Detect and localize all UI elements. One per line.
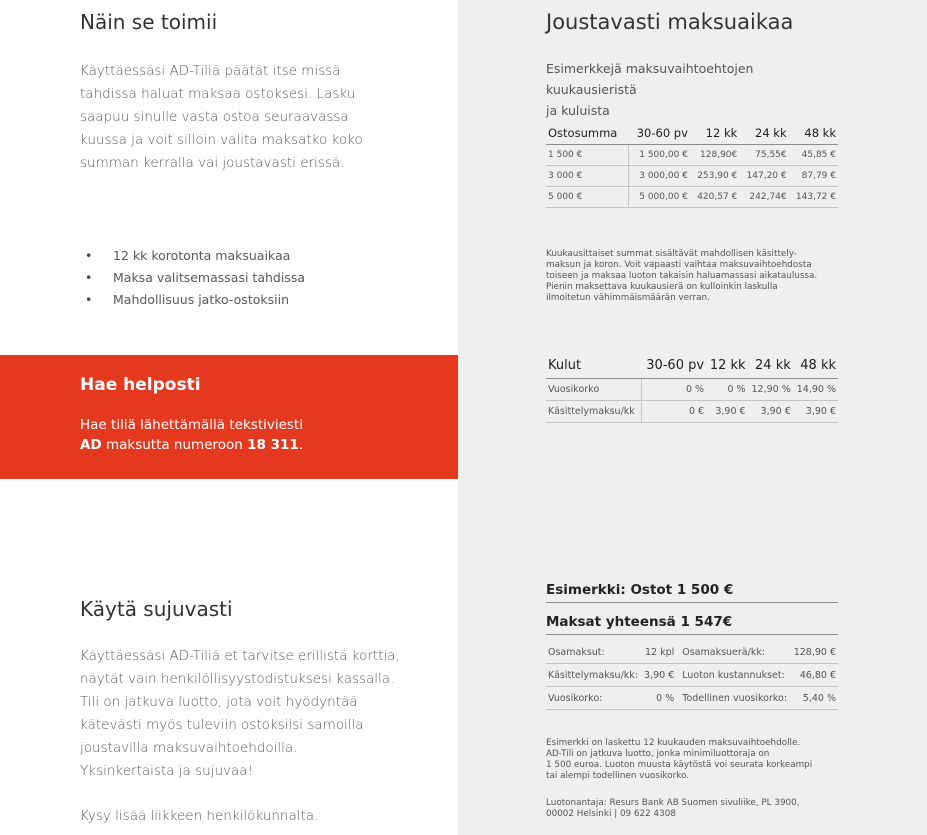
- table-row: [546, 379, 838, 401]
- text-line: joustavilla maksuvaihtoehdoilla.: [80, 740, 298, 756]
- table-row: [546, 401, 838, 423]
- text-line: ilmoitetun vähimmäismäärän verran.: [546, 293, 710, 303]
- table-cell: 0 %: [706, 379, 748, 401]
- monthly-amounts-note: [546, 249, 817, 304]
- text-line: tahdissa haluat maksaa ostoksesi. Lasku: [80, 86, 356, 102]
- text-line: saapuu sinulle vasta ostoa seuraavassa: [80, 109, 349, 125]
- column-header: Ostosumma: [546, 125, 628, 145]
- example-purchase-title: Esimerkki: Ostot 1 500 €: [546, 582, 838, 603]
- text-line: kätevästi myös tuleviin ostoksiisi samoilla: [80, 717, 364, 733]
- text-line: Yksinkertaista ja sujuvaa!: [80, 763, 253, 779]
- table-cell: 5 000,00 €: [628, 187, 690, 208]
- left-panel: [0, 0, 458, 835]
- text-line: maksun ja koron. Voit vapaasti vaihtaa maksuvaihtoehdosta: [546, 260, 812, 270]
- table-cell: 253,90 €: [690, 166, 739, 187]
- section-title-flexible-payment: Joustavasti maksuaikaa: [546, 10, 794, 34]
- table-row: [546, 664, 838, 687]
- table-cell: Todellinen vuosikorko:: [676, 687, 791, 710]
- table-cell: Käsittelymaksu/kk: [546, 401, 641, 423]
- table-cell: 87,79 €: [789, 166, 838, 187]
- text-line: Pienin maksettava kuukausierä on kulloinkin laskulla: [546, 282, 778, 292]
- table-cell: 3,90 €: [706, 401, 748, 423]
- text-line: Esimerkkejä maksuvaihtoehtojen kuukausieristä: [546, 61, 754, 97]
- text-line: ja kuluista: [546, 103, 610, 118]
- list-item: • 12 kk korotonta maksuaikaa: [80, 245, 305, 267]
- promo-middle: maksutta numeroon: [101, 437, 248, 453]
- how-it-works-paragraph: [80, 60, 363, 175]
- table-cell: 0 %: [641, 379, 706, 401]
- costs-table: [546, 355, 838, 423]
- apply-promo-banner: [0, 355, 458, 479]
- table-cell: 46,80 €: [791, 664, 838, 687]
- table-cell: 3 000,00 €: [628, 166, 690, 187]
- feature-list: [80, 245, 305, 311]
- table-cell: 3,90 €: [793, 401, 838, 423]
- lender-info: [546, 798, 800, 820]
- right-panel: [458, 0, 927, 835]
- table-cell: Käsittelymaksu/kk:: [546, 664, 642, 687]
- list-item: • Mahdollisuus jatko-ostoksiin: [80, 289, 305, 311]
- use-smoothly-paragraph: [80, 645, 400, 783]
- text-line: Tili on jatkuva luotto, jota voit hyödyntää: [80, 694, 358, 710]
- table-cell: Osamaksut:: [546, 641, 642, 664]
- table-cell: 1 500,00 €: [628, 145, 690, 166]
- table-cell: 45,85 €: [789, 145, 838, 166]
- promo-text: [80, 415, 303, 455]
- text-line: Luotonantaja: Resurs Bank AB Suomen sivuliike, PL 3900,: [546, 798, 800, 808]
- table-cell: Vuosikorko: [546, 379, 641, 401]
- table-row: [546, 687, 838, 710]
- text-line: 1 500 euroa. Luoton muusta käytöstä voi seurata korkeampi: [546, 760, 813, 770]
- ask-staff-text: Kysy lisää liikkeen henkilökunnalta.: [80, 808, 319, 824]
- column-header: Kulut: [546, 355, 641, 379]
- column-header: 24 kk: [739, 125, 788, 145]
- example-details-table: [546, 641, 838, 710]
- text-line: näytät vain henkilöllisyystodistuksesi kassalla.: [80, 671, 395, 687]
- table-cell: 128,90 €: [791, 641, 838, 664]
- section-title-use-smoothly: Käytä sujuvasti: [80, 597, 233, 621]
- table-cell: 75,55€: [739, 145, 788, 166]
- table-cell: 242,74€: [739, 187, 788, 208]
- table-cell: 0 %: [642, 687, 677, 710]
- table-row: [546, 166, 838, 187]
- promo-end: .: [298, 437, 304, 453]
- example-total-title: Maksat yhteensä 1 547€: [546, 614, 838, 635]
- table-cell: Vuosikorko:: [546, 687, 642, 710]
- example-note: [546, 738, 812, 782]
- column-header: 48 kk: [789, 125, 838, 145]
- table-cell: 12,90 %: [748, 379, 793, 401]
- table-cell: 420,57 €: [690, 187, 739, 208]
- table-cell: 128,90€: [690, 145, 739, 166]
- table-row: [546, 187, 838, 208]
- sms-code: AD: [80, 437, 102, 453]
- table-cell: 5,40 %: [791, 687, 838, 710]
- table-cell: 5 000 €: [546, 187, 628, 208]
- table-cell: 3 000 €: [546, 166, 628, 187]
- text-line: toiseen ja maksaa luoton takaisin haluamassasi aikataulussa.: [546, 271, 818, 281]
- table-cell: 0 €: [641, 401, 706, 423]
- table-cell: Luoton kustannukset:: [676, 664, 791, 687]
- promo-line: Hae tiliä lähettämällä tekstiviesti: [80, 417, 303, 433]
- column-header: 30-60 pv: [641, 355, 706, 379]
- table-cell: 12 kpl: [642, 641, 677, 664]
- table-cell: Osamaksuerä/kk:: [676, 641, 791, 664]
- text-line: Esimerkki on laskettu 12 kuukauden maksuvaihtoehdolle.: [546, 738, 801, 748]
- column-header: 30-60 pv: [628, 125, 690, 145]
- table-cell: 143,72 €: [789, 187, 838, 208]
- table-row: [546, 145, 838, 166]
- table-cell: 1 500 €: [546, 145, 628, 166]
- column-header: 48 kk: [793, 355, 838, 379]
- promo-title: Hae helposti: [80, 375, 201, 395]
- text-line: 00002 Helsinki | 09 622 4308: [546, 809, 676, 819]
- column-header: 24 kk: [748, 355, 793, 379]
- text-line: kuussa ja voit silloin valita maksatko koko: [80, 132, 363, 148]
- text-line: tai alempi todellinen vuosikorko.: [546, 771, 690, 781]
- table-cell: 3,90 €: [642, 664, 677, 687]
- subtitle: [546, 58, 846, 121]
- text-line: Käyttäessäsi AD-Tiliä et tarvitse erillistä korttia,: [80, 648, 400, 664]
- table-cell: 3,90 €: [748, 401, 793, 423]
- monthly-installments-table: [546, 125, 838, 208]
- text-line: Kuukausittaiset summat sisältävät mahdollisen käsittely-: [546, 249, 797, 259]
- sms-number: 18 311: [247, 437, 299, 453]
- column-header: 12 kk: [690, 125, 739, 145]
- text-line: summan kerralla vai joustavasti erissä.: [80, 155, 345, 171]
- text-line: Käyttäessäsi AD-Tiliä päätät itse missä: [80, 63, 341, 79]
- table-cell: 14,90 %: [793, 379, 838, 401]
- table-cell: 147,20 €: [739, 166, 788, 187]
- table-row: [546, 641, 838, 664]
- section-title-how-it-works: Näin se toimii: [80, 10, 218, 34]
- column-header: 12 kk: [706, 355, 748, 379]
- table-header-row: [546, 355, 838, 379]
- table-header-row: [546, 125, 838, 145]
- list-item: • Maksa valitsemassasi tahdissa: [80, 267, 305, 289]
- text-line: AD-Tili on jatkuva luotto, jonka minimiluottoraja on: [546, 749, 770, 759]
